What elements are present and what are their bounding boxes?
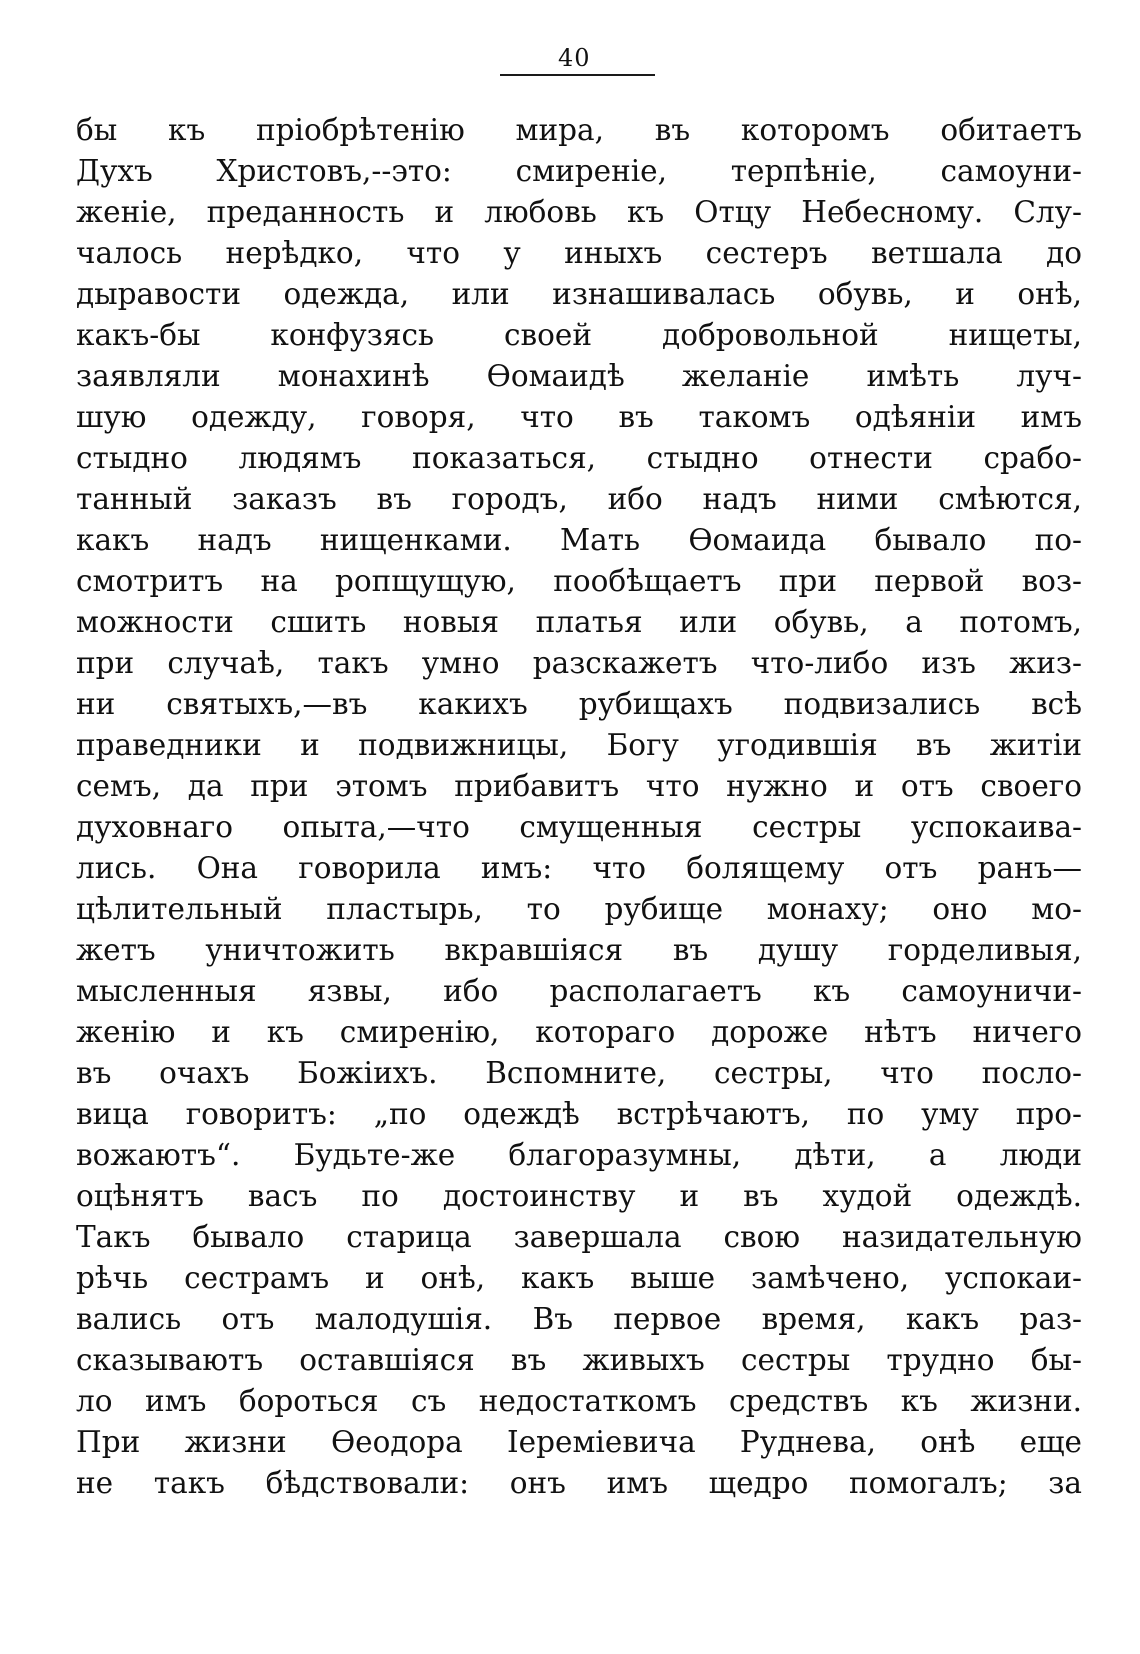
- text-line: дыравости одежда, или изнашивалась обувь, и онѣ,: [76, 277, 1082, 311]
- text-line: заявляли монахинѣ Ѳомаидѣ желаніе имѣть луч-: [76, 359, 1082, 393]
- text-line: лись. Она говорила имъ: что болящему отъ ранъ—: [76, 851, 1082, 885]
- text-line: духовнаго опыта,—что смущенныя сестры успокаива-: [76, 810, 1082, 844]
- text-line: Такъ бывало старица завершала свою назидательную: [76, 1220, 1082, 1254]
- text-line: мысленныя язвы, ибо располагаетъ къ самоуничи-: [76, 974, 1082, 1008]
- text-line: жетъ уничтожить вкравшіяся въ душу горделивыя,: [76, 933, 1082, 967]
- text-line: можности сшить новыя платья или обувь, а потомъ,: [76, 605, 1082, 639]
- text-line: семъ, да при этомъ прибавитъ что нужно и отъ своего: [76, 769, 1082, 803]
- body-text: [76, 110, 1082, 1504]
- text-line: танный заказъ въ городъ, ибо надъ ними смѣются,: [76, 482, 1082, 516]
- text-line: ни святыхъ,—въ какихъ рубищахъ подвизались всѣ: [76, 687, 1082, 721]
- text-line: въ очахъ Божіихъ. Вспомните, сестры, что посло-: [76, 1056, 1082, 1090]
- text-line: рѣчь сестрамъ и онѣ, какъ выше замѣчено, успокаи-: [76, 1261, 1082, 1295]
- text-line: бы къ пріобрѣтенію мира, въ которомъ обитаетъ: [76, 113, 1082, 147]
- text-line: чалось нерѣдко, что у иныхъ сестеръ ветшала до: [76, 236, 1082, 270]
- text-line: шую одежду, говоря, что въ такомъ одѣяніи имъ: [76, 400, 1082, 434]
- text-line: смотритъ на ропщущую, пообѣщаетъ при первой воз-: [76, 564, 1082, 598]
- text-line: какъ-бы конфузясь своей добровольной нищеты,: [76, 318, 1082, 352]
- text-line: праведники и подвижницы, Богу угодившія въ житіи: [76, 728, 1082, 762]
- text-line: женіе, преданность и любовь къ Отцу Небесному. Слу-: [76, 195, 1082, 229]
- text-line: не такъ бѣдствовали: онъ имъ щедро помогалъ; за: [76, 1466, 1082, 1500]
- text-line: сказываютъ оставшіяся въ живыхъ сестры трудно бы-: [76, 1343, 1082, 1377]
- text-line: при случаѣ, такъ умно разскажетъ что-либо изъ жиз-: [76, 646, 1082, 680]
- text-line: вожаютъ“. Будьте-же благоразумны, дѣти, а люди: [76, 1138, 1082, 1172]
- text-line: стыдно людямъ показаться, стыдно отнести срабо-: [76, 441, 1082, 475]
- page-number: 40: [558, 44, 591, 72]
- text-line: женію и къ смиренію, котораго дороже нѣтъ ничего: [76, 1015, 1082, 1049]
- text-line: цѣлительный пластырь, то рубище монаху; оно мо-: [76, 892, 1082, 926]
- text-line: оцѣнятъ васъ по достоинству и въ худой одеждѣ.: [76, 1179, 1082, 1213]
- page-number-rule: [500, 74, 655, 76]
- text-line: При жизни Ѳеодора Іереміевича Руднева, онѣ еще: [76, 1425, 1082, 1459]
- text-line: Духъ Христовъ,--это: смиреніе, терпѣніе, самоуни-: [76, 154, 1082, 188]
- text-line: какъ надъ нищенками. Мать Ѳомаида бывало по-: [76, 523, 1082, 557]
- text-line: вались отъ малодушія. Въ первое время, какъ раз-: [76, 1302, 1082, 1336]
- text-line: ло имъ бороться съ недостаткомъ средствъ къ жизни.: [76, 1384, 1082, 1418]
- text-line: вица говоритъ: „по одеждѣ встрѣчаютъ, по уму про-: [76, 1097, 1082, 1131]
